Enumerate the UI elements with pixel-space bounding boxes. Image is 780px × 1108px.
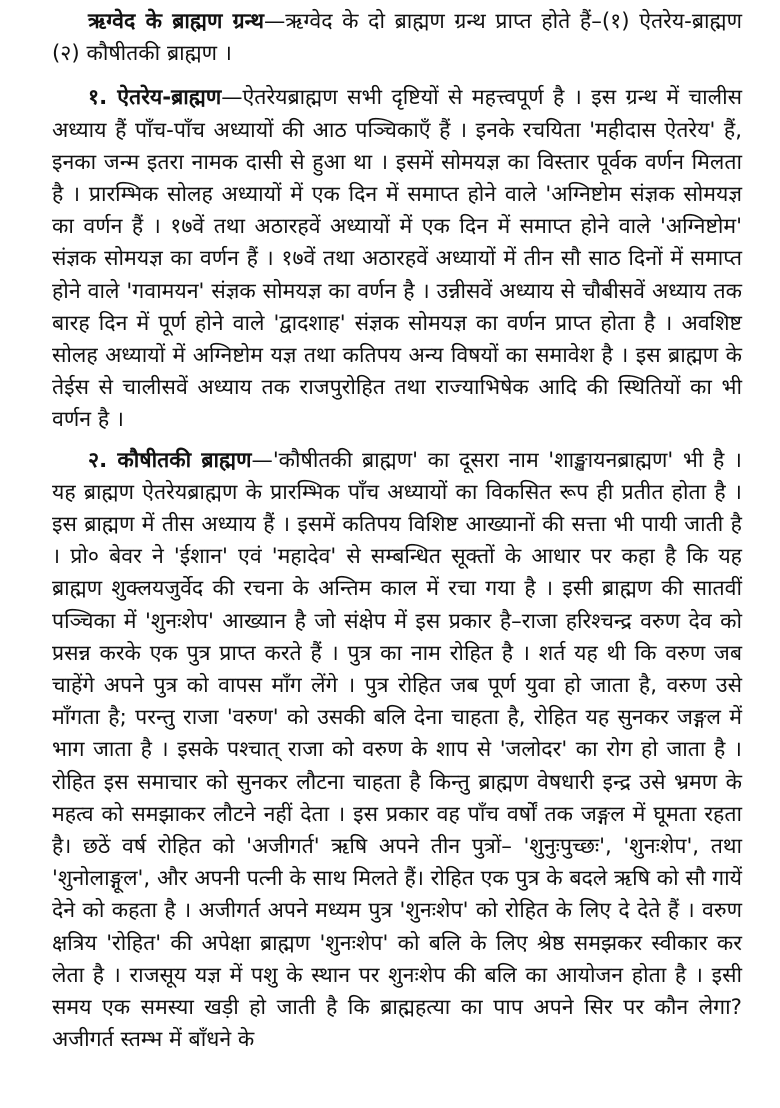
document-page <box>52 6 742 1057</box>
intro-text: —ऋग्वेद के दो ब्राह्मण ग्रन्थ प्राप्त होते हैं–(१) ऐतरेय-ब्राह्मण (२) कौषीतकी ब्राह्मण । <box>52 9 743 67</box>
intro-heading: ऋग्वेद के ब्राह्मण ग्रन्थ <box>88 9 264 34</box>
section1-paragraph <box>52 82 742 436</box>
section2-heading: २. कौषीतकी ब्राह्मण <box>88 447 252 473</box>
intro-paragraph <box>52 6 742 70</box>
section2-text: —'कौषीतकी ब्राह्मण' का दूसरा नाम 'शाङ्खायनब्राह्मण' भी है । यह ब्राह्मण ऐतरेयब्राह्मण के प्रारम्भिक पाँच अध्यायों का विकसित रूप ही प्रतीत होता है । इस ब्राह्मण में तीस अध्याय हैं । इसमें कतिपय विशिष्ट आख्यानों की सत्ता भी पायी जाती है । प्रो० बेवर ने 'ईशान' एवं 'महादेव' से सम्बन्धित सूक्तों के आधार पर कहा है कि यह ब्राह्मण शुक्लयजुर्वेद की रचना के अन्तिम काल में रचा गया है । इसी ब्राह्मण की सातवीं पञ्चिका में 'शुनःशेप' आख्यान है जो संक्षेप में इस प्रकार है–राजा हरिश्चन्द्र वरुण देव को प्रसन्न करके एक पुत्र प्राप्त करते हैं । पुत्र का नाम रोहित है । शर्त यह थी कि वरुण जब चाहेंगे अपने पुत्र को वापस माँग लेंगे । पुत्र रोहित जब पूर्ण युवा हो जाता है, वरुण उसे माँगता है; परन्तु राजा 'वरुण' को उसकी बलि देना चाहता है, रोहित यह सुनकर जङ्गल में भाग जाता है । इसके पश्चात् राजा को वरुण के शाप से 'जलोदर' का रोग हो जाता है । रोहित इस समाचार को सुनकर लौटना चाहता है किन्तु ब्राह्मण वेषधारी इन्द्र उसे भ्रमण के महत्व को समझाकर लौटने नहीं देता । इस प्रकार वह पाँच वर्षों तक जङ्गल में घूमता रहता है। छठें वर्ष रोहित को 'अजीगर्त' ऋषि अपने तीन पुत्रों– 'शुनुःपुच्छः', 'शुनःशेप', तथा 'शुनोलाङ्गूल', और अपनी पत्नी के साथ मिलते हैं। रोहित एक पुत्र के बदले ऋषि को सौ गायें देने को कहता है । अजीगर्त अपने मध्यम पुत्र 'शुनःशेप' को रोहित के लिए दे देते हैं । वरुण क्षत्रिय 'रोहित' की अपेक्षा ब्राह्मण 'शुनःशेप' को बलि के लिए श्रेष्ठ समझकर स्वीकार कर लेता है । राजसूय यज्ञ में पशु के स्थान पर शुनःशेप की बलि का आयोजन होता है । इसी समय एक समस्या खड़ी हो जाती है कि ब्राह्महत्या का पाप अपने सिर पर कौन लेगा? अजीगर्त स्तम्भ में बाँधने के <box>52 447 743 1053</box>
section2-paragraph <box>52 445 742 1057</box>
section1-text: —ऐतरेयब्राह्मण सभी दृष्टियों से महत्त्वपूर्ण है । इस ग्रन्थ में चालीस अध्याय हैं पाँच-पाँच अध्यायों की आठ पञ्चिकाएँ हैं । इनके रचयिता 'महीदास ऐतरेय' हैं, इनका जन्म इतरा नामक दासी से हुआ था । इसमें सोमयज्ञ का विस्तार पूर्वक वर्णन मिलता है । प्रारम्भिक सोलह अध्यायों में एक दिन में समाप्त होने वाले 'अग्निष्टोम संज्ञक सोमयज्ञ का वर्णन हैं । १७वें तथा अठारहवें अध्यायों में एक दिन में समाप्त होने वाले 'अग्निष्टोम' संज्ञक सोमयज्ञ का वर्णन हैं । १७वें तथा अठारहवें अध्यायों में तीन सौ साठ दिनों में समाप्त होने वाले 'गवामयन' संज्ञक सोमयज्ञ का वर्णन है । उन्नीसवें अध्याय से चौबीसवें अध्याय तक बारह दिन में पूर्ण होने वाले 'द्वादशाह' संज्ञक सोमयज्ञ का वर्णन प्राप्त होता है । अवशिष्ट सोलह अध्यायों में अग्निष्टोम यज्ञ तथा कतिपय अन्य विषयों का समावेश है । इस ब्राह्मण के तेईस से चालीसवें अध्याय तक राजपुरोहित तथा राज्याभिषेक आदि की स्थितियों का भी वर्णन है । <box>52 85 742 433</box>
section1-heading: १. ऐतरेय-ब्राह्मण <box>88 85 222 111</box>
